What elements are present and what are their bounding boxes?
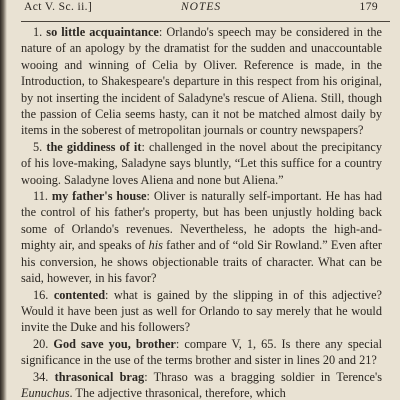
note-number: 20.	[33, 336, 49, 351]
note-text: : compare V, 1, 65. Is there any special significance in the use of the terms brother and sister in lines 20 and 21?	[21, 336, 383, 368]
note-lemma: so little acquaintance	[46, 25, 159, 39]
note-entry	[21, 369, 382, 400]
note-number: 5.	[33, 139, 43, 154]
note-lemma: thrasonical brag	[54, 369, 145, 384]
note-number: 16.	[33, 287, 49, 302]
note-entry	[21, 24, 382, 139]
note-text: : Thraso was a bragging soldier in Terence's	[144, 369, 383, 384]
note-text: : Orlando's speech may be considered in the nature of an apology by the dramatist for the sudden and unaccountable wooing and winning of Celia by Oliver. Reference is made, in the Introduction, to Shakespeare's departure in this respect from his original, by not inserting the incident of Saladyne's rescue of Aliena. Still, though the passion of Celia seems hasty, can it not be matched almost daily by items in the soberest of metropolitan journals or country newspapers?	[21, 25, 382, 138]
note-text-continued: . The adjective thrasonical, therefore, which	[69, 385, 286, 400]
note-lemma: contented	[53, 287, 106, 302]
running-title: NOTES	[181, 1, 222, 13]
binding-shadow	[0, 0, 7, 400]
note-text-continued: father and of “old Sir Rowland.” Even after his conversion, he shows objectionable traits of character. What can be said, however, in his favor?	[21, 238, 382, 286]
act-scene-reference: Act V. Sc. ii.]	[24, 1, 93, 13]
page-number: 179	[359, 1, 378, 13]
note-italic-word: his	[148, 238, 163, 253]
note-text: : Oliver is naturally self-important. He has had the control of his father's property, but has been unjustly holding back some of Orlando's revenues. Nevertheless, he adopts the high-and-mighty air, and speaks of	[21, 189, 383, 253]
note-lemma: God save you, brother	[53, 336, 176, 351]
notes-body	[21, 24, 390, 400]
note-number: 1.	[33, 25, 43, 39]
note-entry	[21, 139, 382, 188]
note-number: 11.	[33, 189, 48, 204]
note-number: 34.	[33, 369, 49, 384]
note-lemma: my father's house	[51, 189, 147, 204]
header-rule	[21, 21, 390, 22]
running-header	[21, 0, 390, 22]
note-text: : challenged in the novel about the precipitancy of his love-making, Saladyne says bluntly, “Let this suffice for a country wooing. Saladyne loves Aliena and none but Aliena.”	[21, 139, 383, 187]
note-entry	[21, 336, 382, 369]
note-lemma: the giddiness of it	[46, 139, 142, 154]
note-entry	[21, 287, 382, 336]
note-italic-title: Eunuchus	[21, 385, 70, 400]
note-entry	[21, 188, 382, 286]
note-text: : what is gained by the slipping in of this adjective? Would it have been just as well for Orlando to say merely that he would invite the Duke and his followers?	[21, 287, 382, 335]
